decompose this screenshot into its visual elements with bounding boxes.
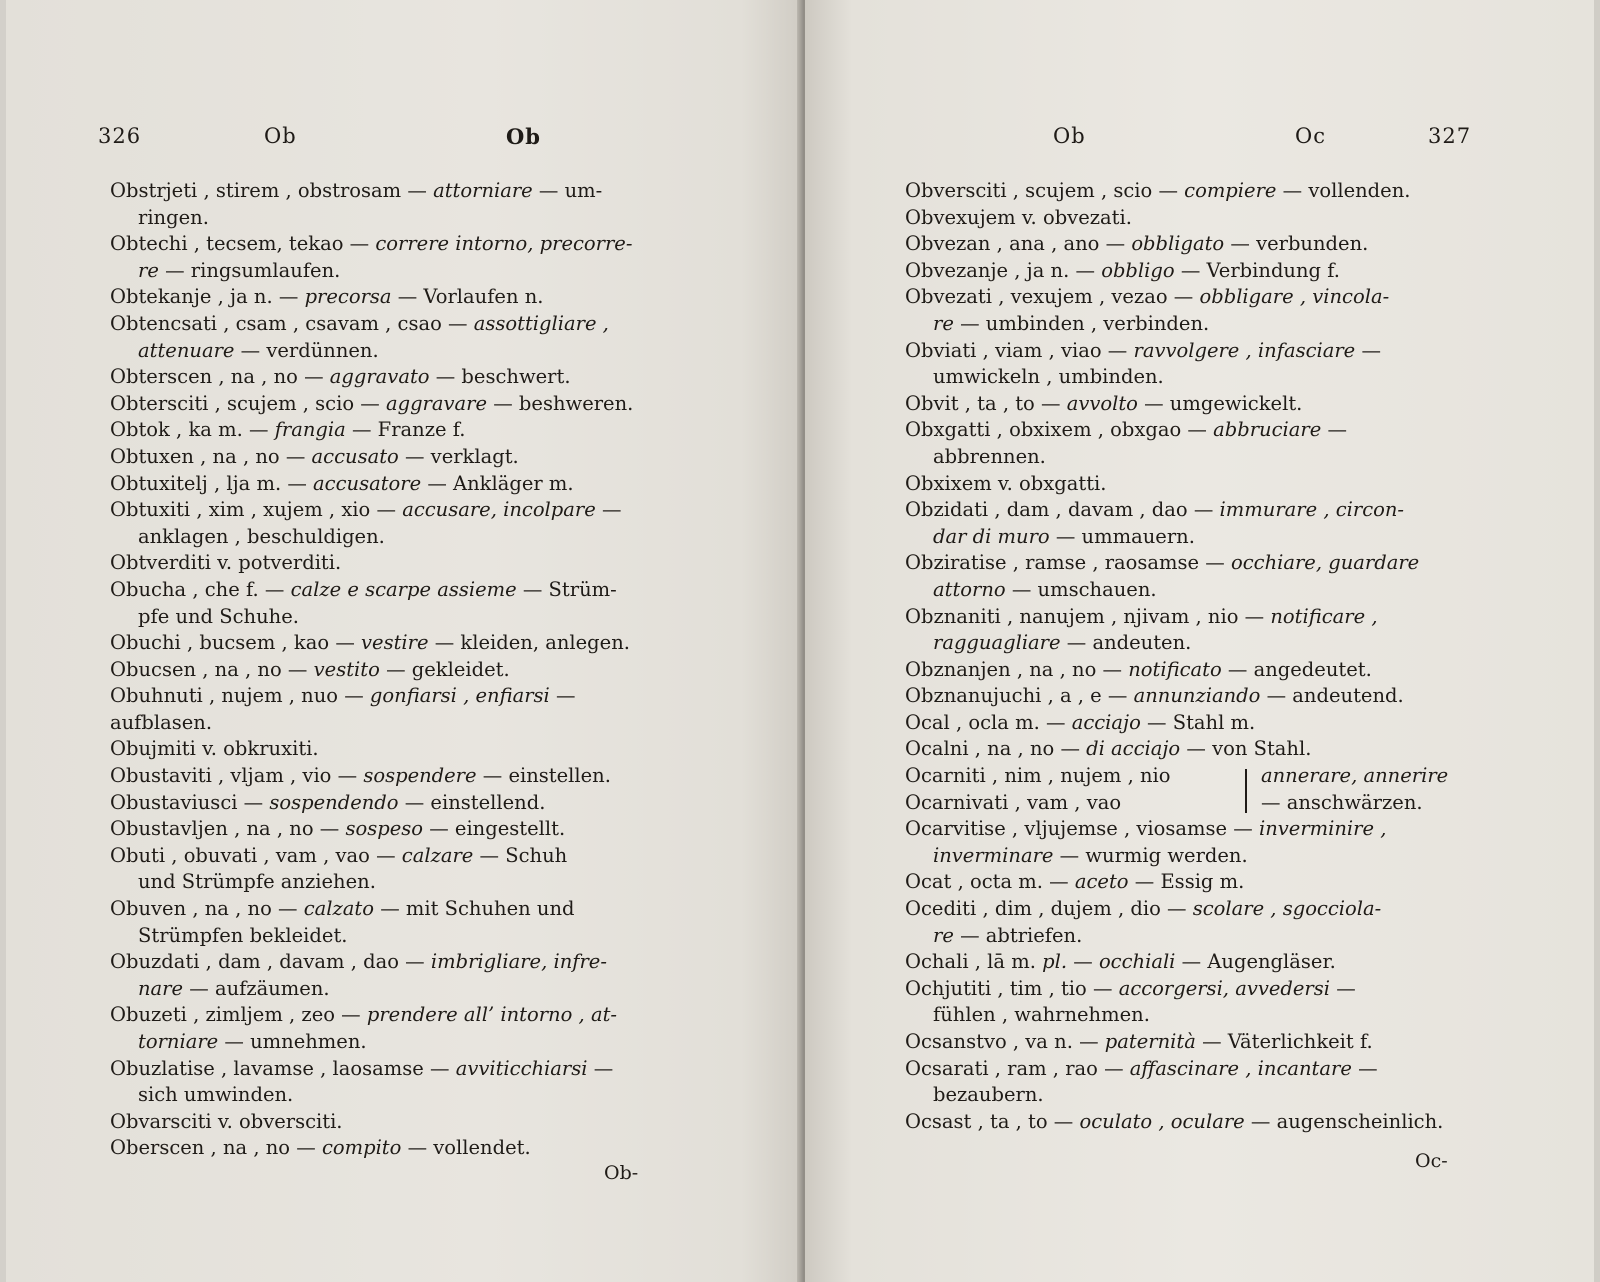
- entry-italian: dar di muro: [933, 524, 1056, 548]
- dictionary-entry: [905, 736, 1480, 763]
- entry-german: sich umwinden.: [138, 1083, 294, 1107]
- entry-italian: notificato: [1128, 657, 1228, 681]
- entry-headword: Obterscen , na , no —: [110, 365, 330, 389]
- entry-german: — Schuh: [479, 843, 568, 867]
- entry-italian: obbligare , vincola-: [1199, 285, 1390, 309]
- dictionary-entry: [905, 497, 1480, 550]
- entry-headword: Obuchi , bucsem , kao —: [110, 631, 362, 655]
- right-page: [805, 0, 1600, 1282]
- entry-continuation: [110, 869, 675, 896]
- dictionary-entry: [110, 311, 675, 364]
- entry-italian: nare: [138, 976, 190, 1000]
- entry-italian: accorgersi, avvedersi: [1118, 976, 1337, 1000]
- dictionary-entry: [110, 364, 675, 391]
- entry-italian: affascinare , incantare: [1129, 1056, 1359, 1080]
- entry-headword: Obucsen , na , no —: [110, 657, 314, 681]
- entry-italian: vestire: [361, 631, 435, 655]
- entry-german: — vollenden.: [1282, 179, 1411, 202]
- entry-italian: gonfiarsi , enfiarsi: [369, 684, 556, 708]
- entry-italian: prendere all’ intorno , at-: [366, 1003, 617, 1027]
- dictionary-entry: [905, 896, 1480, 949]
- dictionary-entry: [905, 976, 1480, 1029]
- entry-german: — andeutend.: [1266, 684, 1404, 708]
- entry-continuation: [905, 364, 1480, 391]
- entry-headword: Obvezan , ana , ano —: [905, 232, 1132, 256]
- entry-headword: Ochjutiti , tim , tio —: [905, 976, 1119, 1000]
- entry-continuation: [110, 258, 675, 285]
- entry-continuation: [905, 630, 1480, 657]
- entry-italian: immurare , circon-: [1219, 498, 1405, 522]
- entry-headword: Obuzeti , zimljem , zeo —: [110, 1003, 367, 1027]
- entry-german: —: [1336, 976, 1356, 1000]
- entry-italian: notificare ,: [1270, 604, 1378, 628]
- entry-headword: Obtverditi v. potverditi.: [110, 551, 342, 575]
- entry-german: — eingestellt.: [429, 817, 566, 841]
- entry-german: abbrennen.: [933, 444, 1046, 468]
- dictionary-entry: [905, 338, 1480, 391]
- entry-headword: Obujmiti v. obkruxiti.: [110, 737, 319, 761]
- dictionary-entry: [905, 1109, 1480, 1136]
- dictionary-entry: [110, 763, 675, 790]
- entry-german: bezaubern.: [933, 1083, 1044, 1107]
- entry-continuation: [905, 444, 1480, 471]
- page-number: 326: [98, 124, 142, 148]
- dictionary-entry: [110, 790, 675, 817]
- dictionary-entry: [905, 417, 1480, 470]
- entry-continuation: [110, 923, 675, 950]
- entry-italian: oculato , oculare: [1079, 1109, 1251, 1133]
- entry-continuation: [905, 577, 1480, 604]
- entry-italian: annunziando: [1133, 684, 1267, 708]
- entry-german: anklagen , beschuldigen.: [138, 524, 385, 548]
- entry-headword: Ocediti , dim , dujem , dio —: [905, 897, 1193, 921]
- entry-german: — andeuten.: [1066, 631, 1192, 655]
- dictionary-entry: [110, 497, 675, 550]
- entry-list: [905, 178, 1480, 1135]
- entry-italian: avviticchiarsi: [455, 1056, 594, 1080]
- brace-group: [905, 763, 1480, 816]
- entry-italian: ragguagliare: [933, 631, 1067, 655]
- dictionary-entry: [110, 949, 675, 1002]
- entry-headword: Obznanjen , na , no —: [905, 657, 1129, 681]
- entry-italian: ravvolgere , infasciare: [1133, 338, 1362, 362]
- entry-continuation: [905, 524, 1480, 551]
- entry-continuation: [110, 976, 675, 1003]
- entry-headword: Obxgatti , obxixem , obxgao —: [905, 418, 1214, 442]
- dictionary-entry: [110, 178, 675, 231]
- dictionary-entry: [905, 657, 1480, 684]
- entry-italian: frangia: [274, 418, 352, 442]
- entry-italian: torniare: [138, 1030, 225, 1053]
- entry-italian: acciajo: [1071, 710, 1148, 734]
- entry-headword: Obvarsciti v. obversciti.: [110, 1109, 343, 1133]
- entry-headword: Obuhnuti , nujem , nuo —: [110, 684, 370, 708]
- entry-italian: aggravare: [385, 391, 494, 415]
- entry-headword: Obustaviusci —: [110, 790, 270, 814]
- dictionary-entry: [905, 258, 1480, 285]
- entry-headword: Ocsarati , ram , rao —: [905, 1056, 1130, 1080]
- entry-headword: Obviati , viam , viao —: [905, 338, 1134, 362]
- dictionary-entry: [110, 1002, 675, 1055]
- entry-continuation: [110, 1082, 675, 1109]
- brace-mark: [1245, 769, 1253, 813]
- entry-headword: Ocarvitise , vljujemse , viosamse —: [905, 817, 1259, 841]
- entry-italian: occhiare, guardare: [1230, 551, 1420, 575]
- entry-italian: paternità: [1104, 1030, 1203, 1053]
- dictionary-entry: [905, 604, 1480, 657]
- dictionary-entry: [110, 284, 675, 311]
- dictionary-entry: [110, 231, 675, 284]
- entry-german: — Franze f.: [351, 418, 466, 442]
- entry-german: — verdünnen.: [240, 338, 379, 362]
- dictionary-entry: [110, 683, 675, 736]
- entry-german: — beshweren.: [493, 391, 634, 415]
- header-right: Ob: [506, 124, 541, 149]
- entry-italian: obbligo: [1101, 258, 1181, 282]
- entry-italian: calze e scarpe assieme: [290, 577, 523, 601]
- entry-italian: re: [138, 258, 166, 282]
- entry-italian: accusare, incolpare: [402, 498, 602, 522]
- dictionary-entry: [110, 843, 675, 896]
- entry-italian: correre intorno, precorre-: [375, 232, 633, 256]
- entry-headword: Obvexujem v. obvezati.: [905, 205, 1132, 229]
- dictionary-entry: [110, 736, 675, 763]
- entry-german: — einstellend.: [404, 790, 546, 814]
- entry-german: — beschwert.: [435, 365, 571, 389]
- dictionary-entry: [110, 417, 675, 444]
- entry-headword: Obtuxen , na , no —: [110, 444, 312, 468]
- entry-german: und Strümpfe anziehen.: [138, 870, 376, 894]
- entry-german: — Strüm-: [522, 577, 617, 601]
- entry-german: — verbunden.: [1230, 232, 1369, 256]
- entry-headword: Ocsast , ta , to —: [905, 1109, 1080, 1133]
- entry-italian: inverminare: [933, 843, 1060, 867]
- entry-headword: Ocsanstvo , va n. —: [905, 1030, 1105, 1053]
- entry-continuation: [905, 843, 1480, 870]
- entry-german: — ringsumlaufen.: [165, 258, 341, 282]
- dictionary-entry: [905, 869, 1480, 896]
- entry-italian: calzare: [401, 843, 480, 867]
- entry-continuation: [905, 923, 1480, 950]
- entry-italian: compiere: [1184, 179, 1283, 202]
- entry-italian: sospeso: [345, 817, 430, 841]
- entry-german: umwickeln , umbinden.: [933, 365, 1164, 389]
- brace-translation: [1261, 763, 1491, 816]
- entry-headword: Obuzlatise , lavamse , laosamse —: [110, 1056, 456, 1080]
- dictionary-entry: [110, 577, 675, 630]
- entry-german: — Essig m.: [1134, 870, 1245, 894]
- entry-headword: Obziratise , ramse , raosamse —: [905, 551, 1231, 575]
- entry-continuation: [110, 1029, 675, 1056]
- entry-german: — umschauen.: [1011, 577, 1157, 601]
- dictionary-entry: [110, 1056, 675, 1109]
- entry-headword: Obznaniti , nanujem , njivam , nio —: [905, 604, 1271, 628]
- entry-headword: Obuti , obuvati , vam , vao —: [110, 843, 402, 867]
- dictionary-entry: [905, 178, 1480, 205]
- dictionary-entry: [905, 284, 1480, 337]
- entry-italian: vestito: [313, 657, 387, 681]
- dictionary-entry: [905, 1029, 1480, 1056]
- dictionary-entry: [905, 949, 1480, 976]
- entry-headword: Oberscen , na , no —: [110, 1136, 322, 1160]
- entry-german: —: [593, 1056, 614, 1080]
- entry-italian: sospendere: [363, 764, 483, 788]
- entry-german: — umgewickelt.: [1144, 391, 1303, 415]
- entry-headword: Obtuxitelj , lja m. —: [110, 471, 314, 495]
- entry-italian: re: [933, 311, 961, 335]
- dictionary-entry: [905, 683, 1480, 710]
- entry-italian: annerare, annerire: [1261, 764, 1449, 788]
- entry-headword: Obvezati , vexujem , vezao —: [905, 285, 1200, 309]
- entry-italian: precorsa: [304, 285, 398, 309]
- entry-german: — Verbindung f.: [1180, 258, 1340, 282]
- entry-headword: Obustaviti , vljam , vio —: [110, 764, 364, 788]
- entry-german: — ummauern.: [1055, 524, 1195, 548]
- entry-headword: Obstrjeti , stirem , obstrosam —: [110, 179, 434, 202]
- dictionary-entry: [905, 471, 1480, 498]
- entry-headword: Ochali , lā m.: [905, 950, 1043, 974]
- entry-continuation: [905, 311, 1480, 338]
- catchword: Oc-: [1415, 1150, 1448, 1172]
- entry-italian: aggravato: [329, 365, 436, 389]
- entry-german: ringen.: [138, 205, 209, 229]
- entry-italian: di acciajo: [1086, 737, 1187, 761]
- entry-german: — umbinden , verbinden.: [960, 311, 1210, 335]
- entry-german: — angedeutet.: [1227, 657, 1372, 681]
- entry-german: — mit Schuhen und: [380, 897, 575, 921]
- entry-italian: sospendendo: [269, 790, 405, 814]
- dictionary-entry: [905, 391, 1480, 418]
- entry-german: — Augengläser.: [1181, 950, 1336, 974]
- entry-german: — augenscheinlich.: [1250, 1109, 1444, 1133]
- entry-german: fühlen , wahrnehmen.: [933, 1003, 1150, 1027]
- entry-italian: abbruciare: [1213, 418, 1328, 442]
- entry-german: —: [1358, 1056, 1378, 1080]
- entry-headword: Ocarniti , nim , nujem , nio: [905, 764, 1171, 788]
- entry-italian: occhiali: [1098, 950, 1182, 974]
- dictionary-entry: [110, 896, 675, 949]
- entry-italian: scolare , sgocciola-: [1192, 897, 1382, 921]
- entry-italian: re: [933, 923, 961, 947]
- dictionary-entry: [110, 630, 675, 657]
- entry-italian: accusato: [311, 444, 405, 468]
- entry-headword: Obtok , ka m. —: [110, 418, 275, 442]
- entry-german: — wurmig werden.: [1059, 843, 1248, 867]
- entry-italian: attenuare: [138, 338, 241, 362]
- entry-german: Strümpfen bekleidet.: [138, 923, 348, 947]
- dictionary-entry: [905, 231, 1480, 258]
- entry-continuation: [110, 338, 675, 365]
- entry-german: — Ankläger m.: [427, 471, 574, 495]
- entry-german: — anschwärzen.: [1261, 790, 1423, 814]
- entry-headword: Obvit , ta , to —: [905, 391, 1067, 415]
- header-right: Oc: [1295, 124, 1326, 148]
- entry-headword: Obtekanje , ja n. —: [110, 285, 305, 309]
- entry-headword: Ocat , octa m. —: [905, 870, 1075, 894]
- dictionary-entry: [905, 205, 1480, 232]
- entry-continuation: [905, 1002, 1480, 1029]
- entry-italian: compito: [321, 1136, 408, 1160]
- entry-headword: Obuven , na , no —: [110, 897, 304, 921]
- entry-continuation: [110, 524, 675, 551]
- entry-german: — aufzäumen.: [189, 976, 330, 1000]
- catchword: Ob-: [604, 1162, 639, 1184]
- dictionary-entry: [110, 391, 675, 418]
- entry-headword: Obzidati , dam , davam , dao —: [905, 498, 1220, 522]
- entry-german: — kleiden, anlegen.: [434, 631, 630, 655]
- entry-german: — abtriefen.: [960, 923, 1083, 947]
- entry-german: — aufblasen.: [110, 684, 576, 734]
- entry-italian: assottigliare ,: [473, 311, 609, 335]
- entry-german: — verklagt.: [404, 444, 519, 468]
- entry-headword: Obversciti , scujem , scio —: [905, 179, 1185, 202]
- entry-german: —: [601, 498, 622, 522]
- entry-headword: Obuzdati , dam , davam , dao —: [110, 950, 431, 974]
- entry-italian: imbrigliare, infre-: [430, 950, 607, 974]
- dictionary-entry: [110, 444, 675, 471]
- dictionary-entry: [110, 471, 675, 498]
- entry-italian: accusatore: [313, 471, 428, 495]
- entry-headword: Obznanujuchi , a , e —: [905, 684, 1134, 708]
- entry-headword: Obtuxiti , xim , xujem , xio —: [110, 498, 403, 522]
- entry-german: — umnehmen.: [224, 1030, 367, 1053]
- entry-headword: Obvezanje , ja n. —: [905, 258, 1102, 282]
- entry-german: — Vorlaufen n.: [397, 285, 544, 309]
- entry-headword: Obucha , che f. —: [110, 577, 291, 601]
- page-number: 327: [1428, 124, 1472, 148]
- entry-german: —: [1327, 418, 1347, 442]
- dictionary-entry: [110, 1135, 675, 1162]
- entry-italian: calzato: [303, 897, 381, 921]
- dictionary-entry: [110, 550, 675, 577]
- entry-continuation: [905, 1082, 1480, 1109]
- entry-italian: obbligato: [1131, 232, 1231, 256]
- header-left: Ob: [1053, 124, 1086, 148]
- entry-headword: Ocalni , na , no —: [905, 737, 1087, 761]
- entry-italian: aceto: [1074, 870, 1135, 894]
- entry-headword: Ocal , ocla m. —: [905, 710, 1072, 734]
- entry-italian: attorno: [933, 577, 1012, 601]
- entry-continuation: [110, 604, 675, 631]
- entry-headword: Obustavljen , na , no —: [110, 817, 346, 841]
- dictionary-entry: [905, 710, 1480, 737]
- entry-italian: pl.: [1042, 950, 1074, 974]
- entry-headword: Obtechi , tecsem, tekao —: [110, 232, 376, 256]
- entry-headword: Ocarnivati , vam , vao: [905, 790, 1122, 814]
- entry-german: — vollendet.: [407, 1136, 531, 1160]
- dictionary-entry: [110, 816, 675, 843]
- entry-german: — Stahl m.: [1147, 710, 1256, 734]
- dictionary-entry: [110, 1109, 675, 1136]
- dictionary-entry: [905, 1056, 1480, 1109]
- entry-headword: Obxixem v. obxgatti.: [905, 471, 1107, 495]
- entry-headword: Obtersciti , scujem , scio —: [110, 391, 386, 415]
- entry-italian: avvolto: [1066, 391, 1145, 415]
- entry-italian: inverminire ,: [1258, 817, 1387, 841]
- entry-headword: Obtencsati , csam , csavam , csao —: [110, 311, 474, 335]
- entry-list: [110, 178, 675, 1162]
- entry-german: —: [1361, 338, 1381, 362]
- dictionary-entry: [905, 550, 1480, 603]
- entry-german: — um-: [538, 179, 603, 202]
- header-left: Ob: [264, 124, 297, 148]
- entry-german: — von Stahl.: [1186, 737, 1312, 761]
- entry-german: pfe und Schuhe.: [138, 604, 299, 628]
- entry-german: — gekleidet.: [386, 657, 510, 681]
- entry-italian: attorniare: [433, 179, 539, 202]
- entry-german: —: [1073, 950, 1099, 974]
- entry-continuation: [110, 205, 675, 232]
- entry-german: — einstellen.: [482, 764, 611, 788]
- dictionary-entry: [905, 816, 1480, 869]
- entry-german: — Väterlichkeit f.: [1202, 1030, 1373, 1053]
- dictionary-entry: [110, 657, 675, 684]
